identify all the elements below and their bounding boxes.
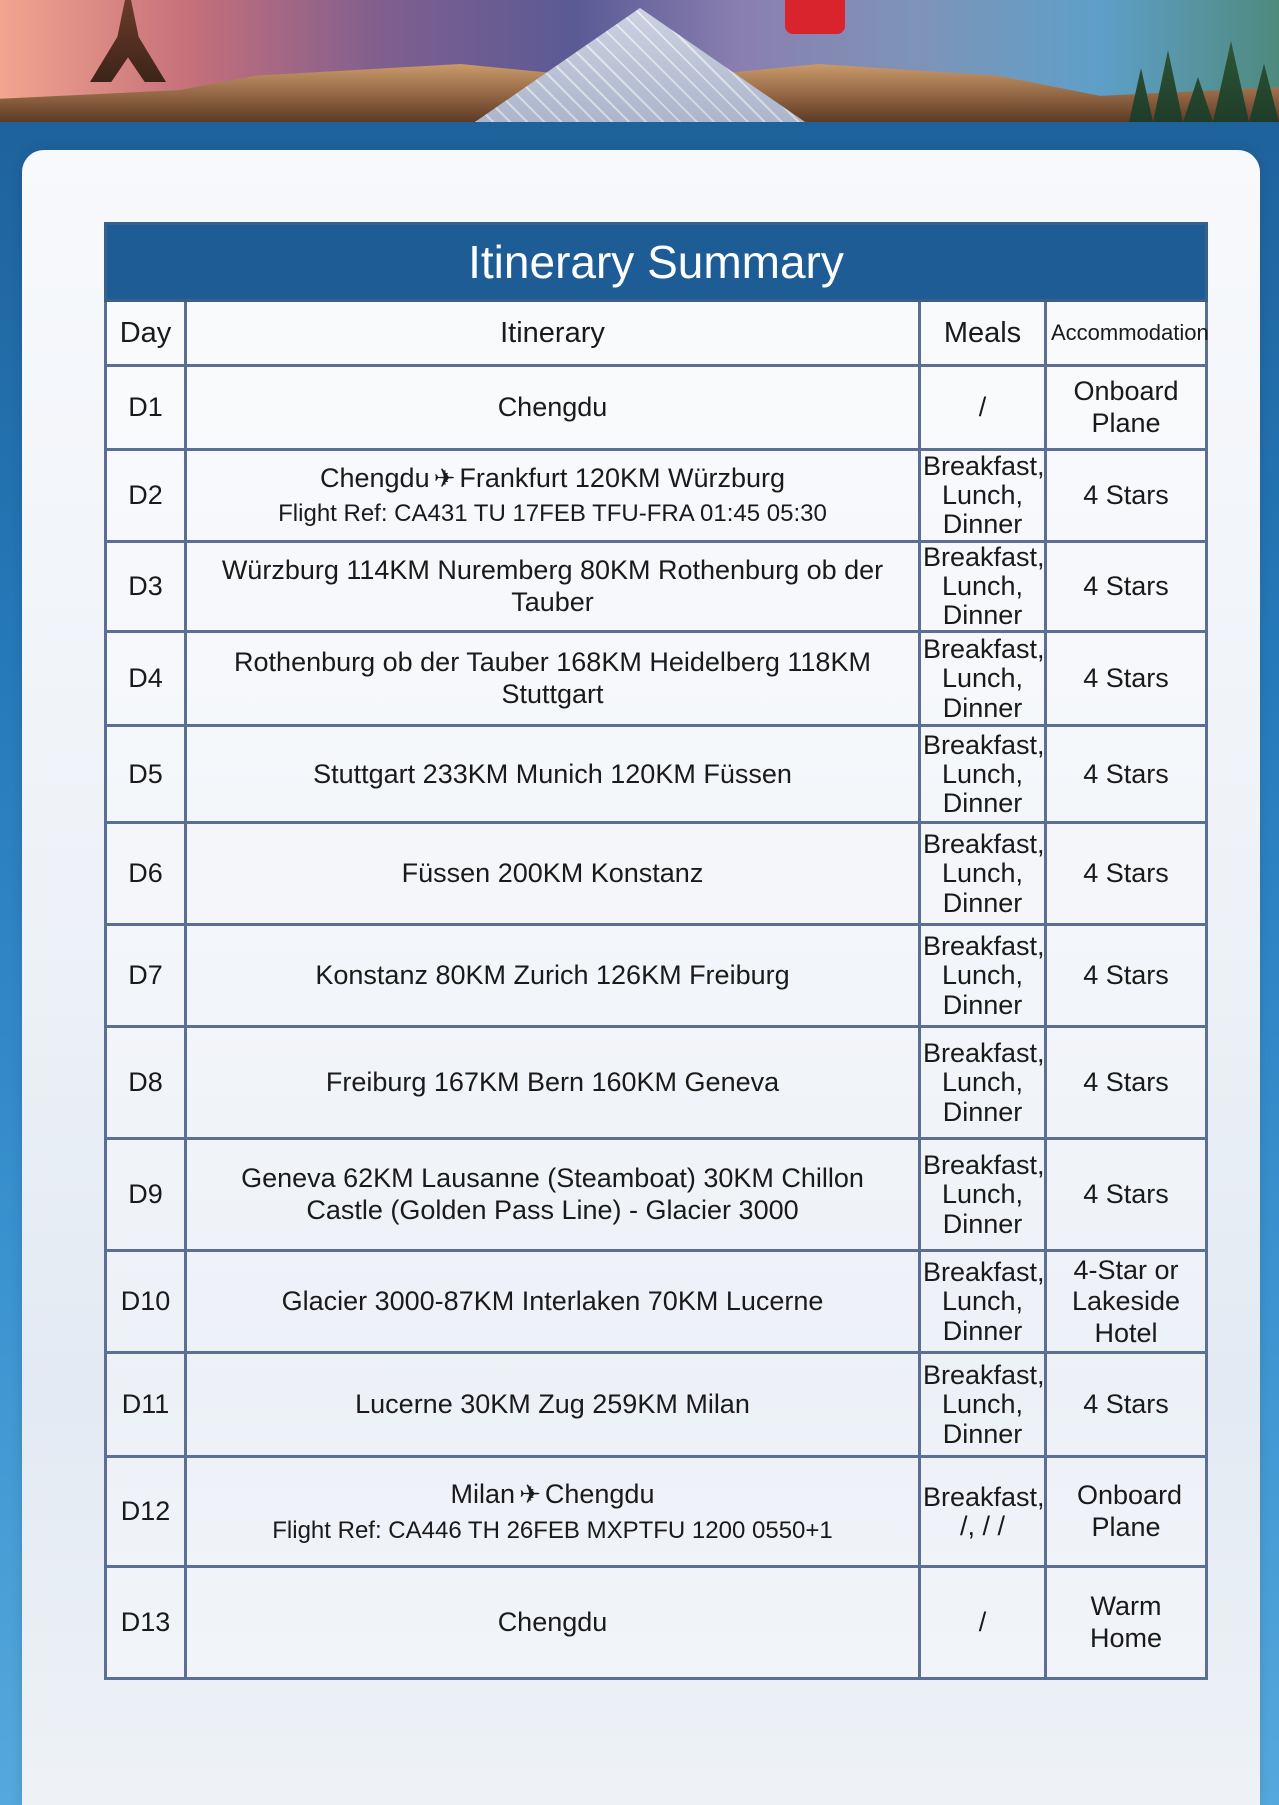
banner-glass-pyramid	[475, 8, 805, 122]
meals-cell: Breakfast, Lunch, Dinner	[920, 1139, 1046, 1251]
accommodation-cell: 4 Stars	[1046, 542, 1207, 632]
banner-swiss-flag	[785, 0, 845, 34]
table-row	[106, 632, 1207, 726]
airplane-icon: ✈	[433, 462, 456, 493]
table-title: Itinerary Summary	[106, 224, 1207, 301]
itinerary-cell: Lucerne 30KM Zug 259KM Milan	[186, 1353, 920, 1457]
accommodation-cell: 4 Stars	[1046, 450, 1207, 542]
meals-cell: Breakfast, Lunch, Dinner	[920, 823, 1046, 925]
itinerary-cell	[186, 1457, 920, 1567]
day-cell: D8	[106, 1027, 186, 1139]
itinerary-cell: Glacier 3000-87KM Interlaken 70KM Lucerne	[186, 1251, 920, 1353]
meals-cell: Breakfast, Lunch, Dinner	[920, 542, 1046, 632]
itinerary-table	[104, 222, 1208, 1680]
day-cell: D4	[106, 632, 186, 726]
table-row	[106, 366, 1207, 450]
table-row	[106, 1027, 1207, 1139]
day-cell: D12	[106, 1457, 186, 1567]
day-cell: D10	[106, 1251, 186, 1353]
meals-cell: Breakfast, Lunch, Dinner	[920, 1251, 1046, 1353]
itinerary-cell: Füssen 200KM Konstanz	[186, 823, 920, 925]
meals-cell: Breakfast, /, / /	[920, 1457, 1046, 1567]
accommodation-cell: Onboard Plane	[1046, 1457, 1207, 1567]
accommodation-cell: Warm Home	[1046, 1567, 1207, 1679]
meals-cell: /	[920, 366, 1046, 450]
accommodation-cell: 4-Star or Lakeside Hotel	[1046, 1251, 1207, 1353]
table-row	[106, 1139, 1207, 1251]
accommodation-cell: 4 Stars	[1046, 823, 1207, 925]
accommodation-cell: 4 Stars	[1046, 1027, 1207, 1139]
table-row	[106, 823, 1207, 925]
meals-cell: /	[920, 1567, 1046, 1679]
header-banner-image	[0, 0, 1279, 122]
itinerary-cell: Chengdu	[186, 1567, 920, 1679]
route-origin: Milan	[450, 1479, 516, 1510]
column-header-meals: Meals	[920, 301, 1046, 366]
day-cell: D6	[106, 823, 186, 925]
itinerary-cell: Stuttgart 233KM Munich 120KM Füssen	[186, 726, 920, 823]
banner-eiffel-tower	[90, 0, 166, 82]
airplane-icon: ✈	[519, 1479, 541, 1510]
column-header-itinerary: Itinerary	[186, 301, 920, 366]
meals-cell: Breakfast, Lunch, Dinner	[920, 1353, 1046, 1457]
accommodation-cell: 4 Stars	[1046, 632, 1207, 726]
route-destination: Frankfurt 120KM Würzburg	[459, 462, 785, 493]
day-cell: D9	[106, 1139, 186, 1251]
accommodation-cell: 4 Stars	[1046, 726, 1207, 823]
meals-cell: Breakfast, Lunch, Dinner	[920, 925, 1046, 1027]
day-cell: D2	[106, 450, 186, 542]
meals-cell: Breakfast, Lunch, Dinner	[920, 632, 1046, 726]
meals-cell: Breakfast, Lunch, Dinner	[920, 1027, 1046, 1139]
table-row	[106, 726, 1207, 823]
accommodation-cell: 4 Stars	[1046, 1139, 1207, 1251]
itinerary-cell: Würzburg 114KM Nuremberg 80KM Rothenburg ob der Tauber	[186, 542, 920, 632]
flight-reference: Flight Ref: CA446 TH 26FEB MXPTFU 1200 0550+1	[272, 1516, 833, 1544]
route-origin: Chengdu	[319, 462, 430, 493]
itinerary-cell: Konstanz 80KM Zurich 126KM Freiburg	[186, 925, 920, 1027]
day-cell: D13	[106, 1567, 186, 1679]
accommodation-cell: Onboard Plane	[1046, 366, 1207, 450]
itinerary-cell: Chengdu	[186, 366, 920, 450]
accommodation-cell: 4 Stars	[1046, 1353, 1207, 1457]
column-header-accommodation: Accommodation	[1046, 301, 1207, 366]
table-row	[106, 1457, 1207, 1567]
day-cell: D11	[106, 1353, 186, 1457]
day-cell: D7	[106, 925, 186, 1027]
day-cell: D5	[106, 726, 186, 823]
meals-cell: Breakfast, Lunch, Dinner	[920, 726, 1046, 823]
table-row	[106, 925, 1207, 1027]
itinerary-cell: Rothenburg ob der Tauber 168KM Heidelberg 118KM Stuttgart	[186, 632, 920, 726]
day-cell: D1	[106, 366, 186, 450]
table-row	[106, 1353, 1207, 1457]
meals-cell: Breakfast, Lunch, Dinner	[920, 450, 1046, 542]
flight-reference: Flight Ref: CA431 TU 17FEB TFU-FRA 01:45 05:30	[278, 500, 827, 528]
column-header-day: Day	[106, 301, 186, 366]
table-row	[106, 450, 1207, 542]
accommodation-cell: 4 Stars	[1046, 925, 1207, 1027]
table-row	[106, 1251, 1207, 1353]
itinerary-cell: Freiburg 167KM Bern 160KM Geneva	[186, 1027, 920, 1139]
route-destination: Chengdu	[544, 1479, 655, 1510]
itinerary-cell	[186, 450, 920, 542]
day-cell: D3	[106, 542, 186, 632]
table-row	[106, 1567, 1207, 1679]
itinerary-cell: Geneva 62KM Lausanne (Steamboat) 30KM Chillon Castle (Golden Pass Line) - Glacier 3000	[186, 1139, 920, 1251]
table-row	[106, 542, 1207, 632]
